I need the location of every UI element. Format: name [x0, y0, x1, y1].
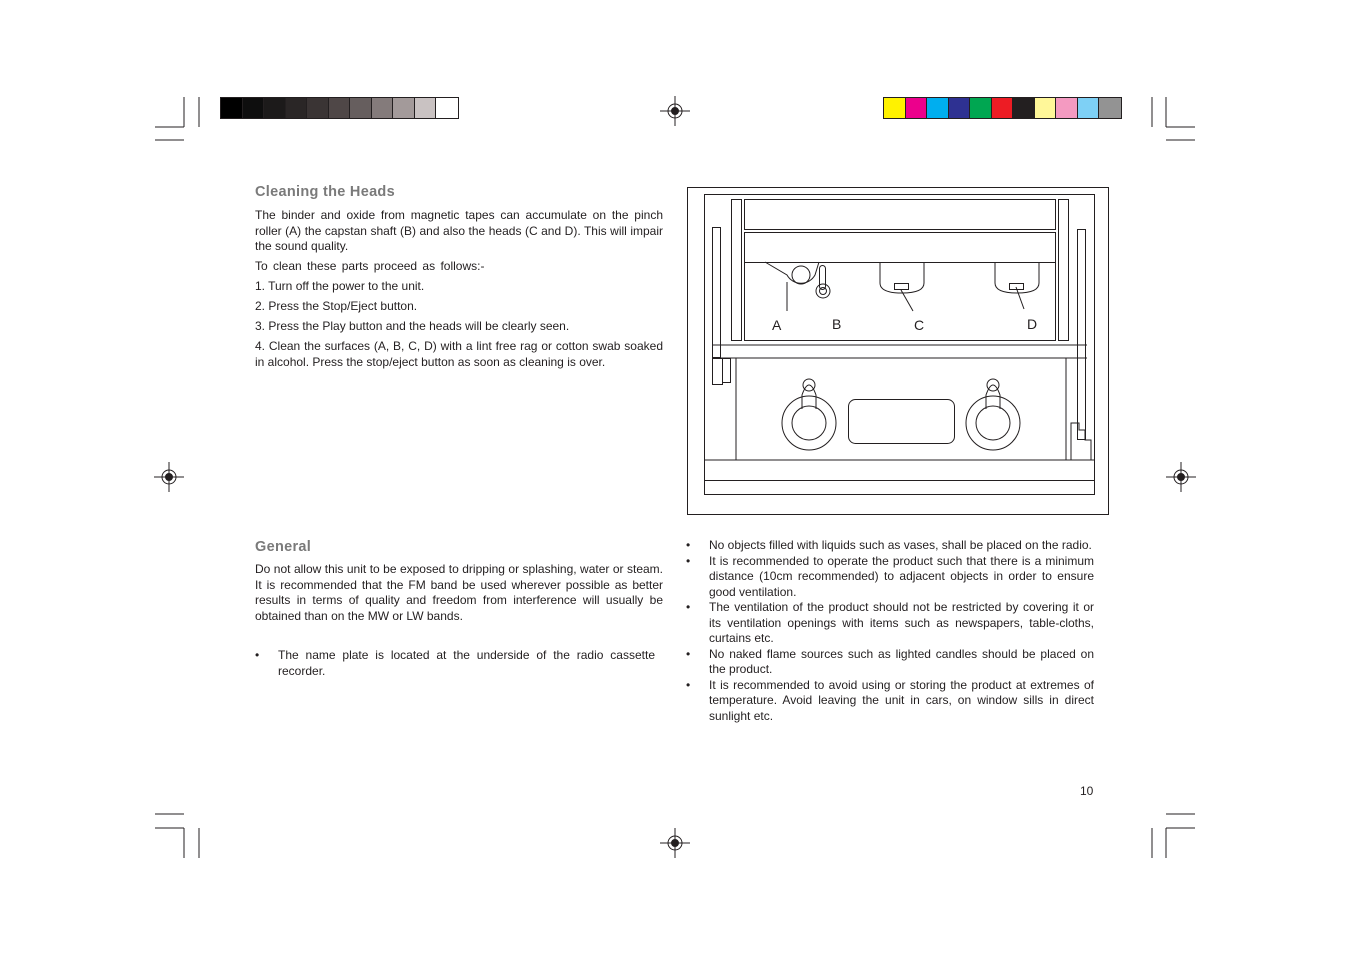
process-swatch — [1099, 98, 1121, 118]
process-swatch — [992, 98, 1014, 118]
bullet-text: The ventilation of the product should not be restricted by covering it or its ventilation openings with items such as newspapers, table-cloths, curtains etc. — [709, 600, 1094, 645]
cleaning-step-3: 3. Press the Play button and the heads will be clearly seen. — [255, 319, 570, 333]
cleaning-step-1: 1. Turn off the power to the unit. — [255, 279, 425, 293]
bullet-text: No naked flame sources such as lighted candles should be placed on the product. — [709, 646, 1094, 676]
bullet-mark: • — [255, 648, 260, 662]
diagram-label-d: D — [1027, 316, 1038, 332]
bullet-text: No objects filled with liquids such as vases, shall be placed on the radio. — [709, 538, 1092, 552]
page-number: 10 — [1080, 784, 1094, 798]
process-swatch — [906, 98, 928, 118]
registration-mark-bottom — [660, 828, 690, 858]
bullet-mark: • — [686, 538, 691, 552]
list-item — [686, 554, 1094, 601]
list-item — [686, 678, 1094, 725]
bullet-mark: • — [686, 600, 691, 614]
list-item — [686, 600, 1094, 647]
grayscale-swatch — [350, 98, 372, 118]
bullet-mark: • — [686, 553, 691, 568]
cleaning-heading: Cleaning the Heads — [255, 184, 395, 200]
grayscale-swatch — [436, 98, 458, 118]
cleaning-step-4: 4. Clean the surfaces (A, B, C, D) with a lint free rag or cotton swab soaked in alcohol. Press the stop/eject button as soon as cleaning is over. — [255, 339, 663, 369]
bullet-mark: • — [686, 677, 691, 692]
cleaning-proceed: To clean these parts proceed as follows:- — [255, 259, 485, 273]
grayscale-swatch — [372, 98, 394, 118]
grayscale-swatch — [243, 98, 265, 118]
process-color-bar — [883, 97, 1122, 119]
process-swatch — [970, 98, 992, 118]
grayscale-swatch — [307, 98, 329, 118]
registration-mark-top — [660, 96, 690, 126]
grayscale-swatch — [393, 98, 415, 118]
list-item — [255, 648, 655, 679]
registration-mark-right — [1166, 462, 1196, 492]
grayscale-swatch — [221, 98, 243, 118]
grayscale-color-bar — [220, 97, 459, 119]
bullet-text: The name plate is located at the underside of the radio cassette recorder. — [278, 648, 655, 678]
process-swatch — [1078, 98, 1100, 118]
grayscale-swatch — [286, 98, 308, 118]
list-item — [686, 538, 1094, 554]
grayscale-swatch — [415, 98, 437, 118]
registration-mark-left — [154, 462, 184, 492]
process-swatch — [1013, 98, 1035, 118]
cleaning-intro: The binder and oxide from magnetic tapes can accumulate on the pinch roller (A) the capstan shaft (B) and also the heads (C and D). This will impair the sound quality. — [255, 208, 663, 253]
grayscale-swatch — [329, 98, 351, 118]
process-swatch — [884, 98, 906, 118]
cassette-deck-diagram — [687, 187, 1109, 516]
left-bullet-list — [255, 648, 655, 679]
general-body: Do not allow this unit to be exposed to dripping or splashing, water or steam. It is recommended that the FM band be used wherever possible as better results in terms of quality and freedom from interference will usually be obtained than on the MW or LW bands. — [255, 562, 663, 623]
diagram-label-c: C — [914, 317, 925, 333]
diagram-label-b: B — [832, 316, 842, 332]
cleaning-step-2: 2. Press the Stop/Eject button. — [255, 299, 418, 313]
process-swatch — [949, 98, 971, 118]
diagram-label-a: A — [772, 317, 782, 333]
process-swatch — [927, 98, 949, 118]
bullet-mark: • — [686, 646, 691, 661]
right-bullet-list — [686, 538, 1094, 724]
list-item — [686, 647, 1094, 678]
bullet-text: It is recommended to operate the product such that there is a minimum distance (10cm recommended) to adjacent objects in order to ensure good ventilation. — [709, 553, 1094, 599]
general-heading: General — [255, 539, 312, 555]
bullet-text: It is recommended to avoid using or storing the product at extremes of temperature. Avoid leaving the unit in cars, on window sills in direct sunlight etc. — [709, 677, 1094, 723]
process-swatch — [1056, 98, 1078, 118]
process-swatch — [1035, 98, 1057, 118]
grayscale-swatch — [264, 98, 286, 118]
